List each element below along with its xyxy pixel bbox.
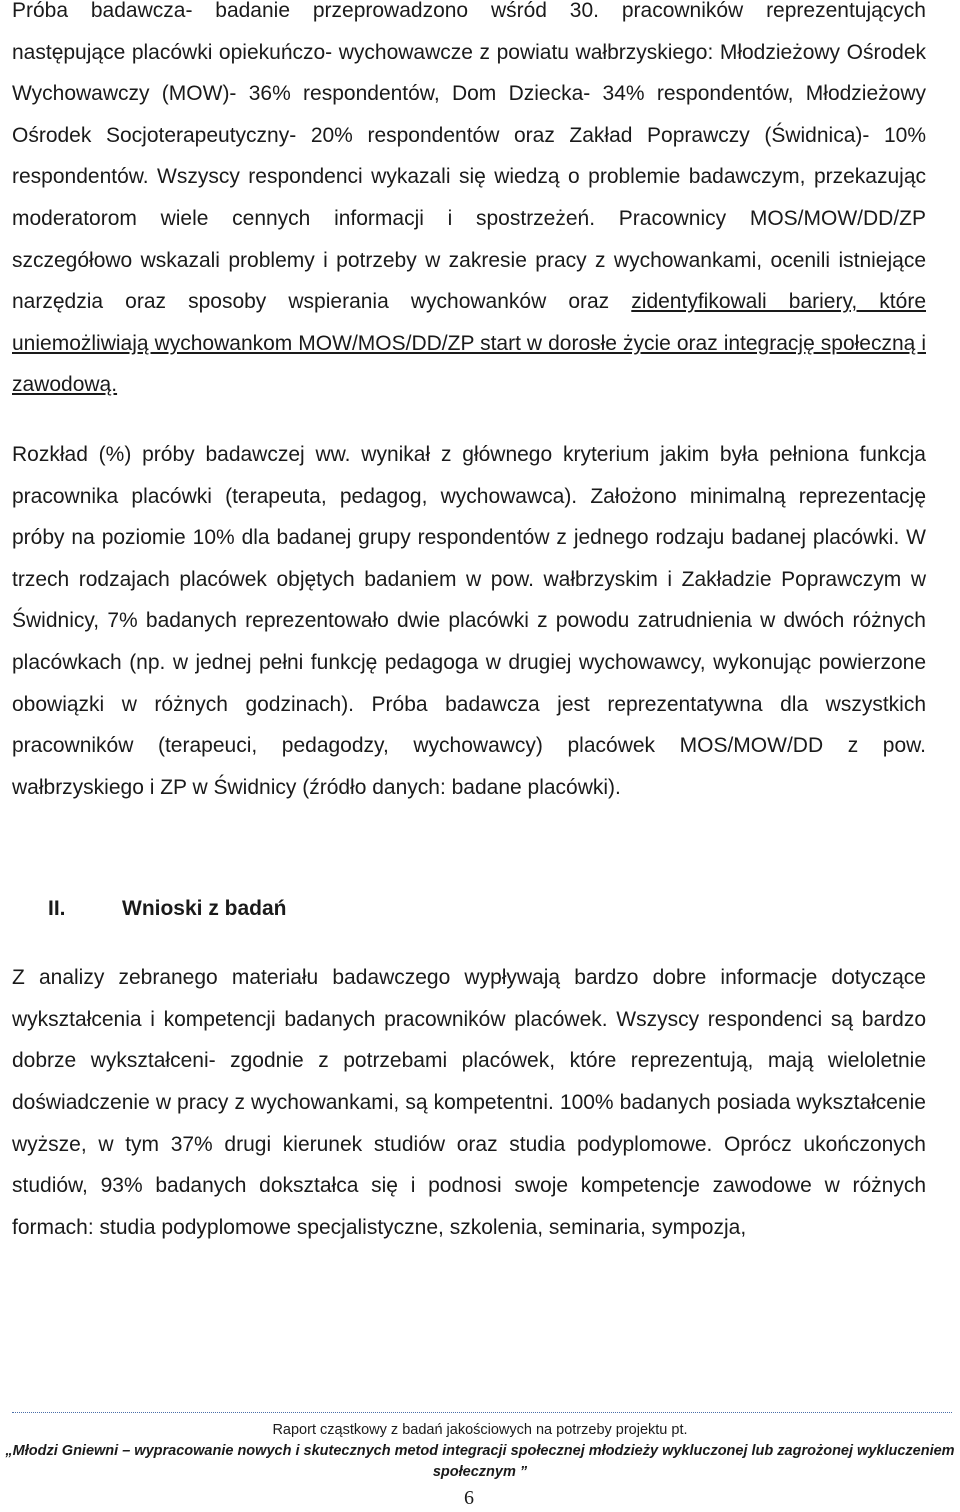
page-footer bbox=[0, 1420, 960, 1483]
paragraph-underlined-text: zidentyfikowali bariery, które uniemożliwiają wychowankom MOW/MOS/DD/ZP start w dorosłe życie oraz integrację społeczną i zawodową. bbox=[12, 290, 926, 397]
footer-project-title: „Młodzi Gniewni – wypracowanie nowych i skutecznych metod integracji społecznej młodzieży wykluczonej lub zagrożonej wykluczeniem społecznym ” bbox=[5, 1443, 955, 1480]
footer-report-title: Raport cząstkowy z badań jakościowych na potrzeby projektu pt. bbox=[272, 1422, 688, 1438]
document-page bbox=[12, 0, 926, 1248]
page-number: 6 bbox=[464, 1487, 474, 1509]
paragraph-sample-description bbox=[12, 0, 926, 406]
paragraph-conclusions: Z analizy zebranego materiału badawczego wypływają bardzo dobre informacje dotyczące wykształcenia i kompetencji badanych pracowników placówek. Wszyscy respondenci są bardzo dobrze wykształceni- zgodnie z potrzebami placówek, które reprezentują, mają wieloletnie doświadczenie w pracy z wychowankami, są kompetentni. 100% badanych posiada wykształcenie wyższe, w tym 37% drugi kierunek studiów oraz studia podyplomowe. Oprócz ukończonych studiów, 93% badanych dokształca się i podnosi swoje kompetencje zawodowe w różnych formach: studia podyplomowe specjalistyczne, szkolenia, seminaria, sympozja, bbox=[12, 966, 926, 1239]
paragraph-sample-distribution: Rozkład (%) próby badawczej ww. wynikał z głównego kryterium jakim była pełniona funkcja pracownika placówki (terapeuta, pedagog, wychowawca). Założono minimalną reprezentację próby na poziomie 10% dla badanej grupy respondentów z jednego rodzaju badanej placówki. W trzech rodzajach placówek objętych badaniem w pow. wałbrzyskim i Zakładzie Poprawczym w Świdnicy, 7% badanych reprezentowało dwie placówki z powodu zatrudnienia w dwóch różnych placówkach (np. w jednej pełni funkcję pedagoga w drugiej wychowawcy, wykonując powierzone obowiązki w różnych godzinach). Próba badawcza jest reprezentatywna dla wszystkich pracowników (terapeuci, pedagodzy, wychowawcy) placówek MOS/MOW/DD z pow. wałbrzyskiego i ZP w Świdnicy (źródło danych: badane placówki). bbox=[12, 442, 926, 799]
section-heading bbox=[12, 888, 926, 929]
section-title: Wnioski z badań bbox=[122, 897, 287, 921]
footer-divider bbox=[12, 1412, 952, 1413]
section-number: II. bbox=[48, 897, 66, 921]
paragraph-sample-text: Próba badawcza- badanie przeprowadzono wśród 30. pracowników reprezentujących następujące placówki opiekuńczo- wychowawcze z powiatu wałbrzyskiego: Młodzieżowy Ośrodek Wychowawczy (MOW)- 36% respondentów, Dom Dziecka- 34% respondentów, Młodzieżowy Ośrodek Socjoterapeutyczny- 20% respondentów oraz Zakład Poprawczy (Świdnica)- 10% respondentów. Wszyscy respondenci wykazali się wiedzą o problemie badawczym, przekazując moderatorom wiele cennych informacji i spostrzeżeń. Pracownicy MOS/MOW/DD/ZP szczegółowo wskazali problemy i potrzeby w zakresie pracy z wychowankami, ocenili istniejące narzędzia oraz sposoby wspierania wychowanków oraz bbox=[12, 0, 926, 314]
